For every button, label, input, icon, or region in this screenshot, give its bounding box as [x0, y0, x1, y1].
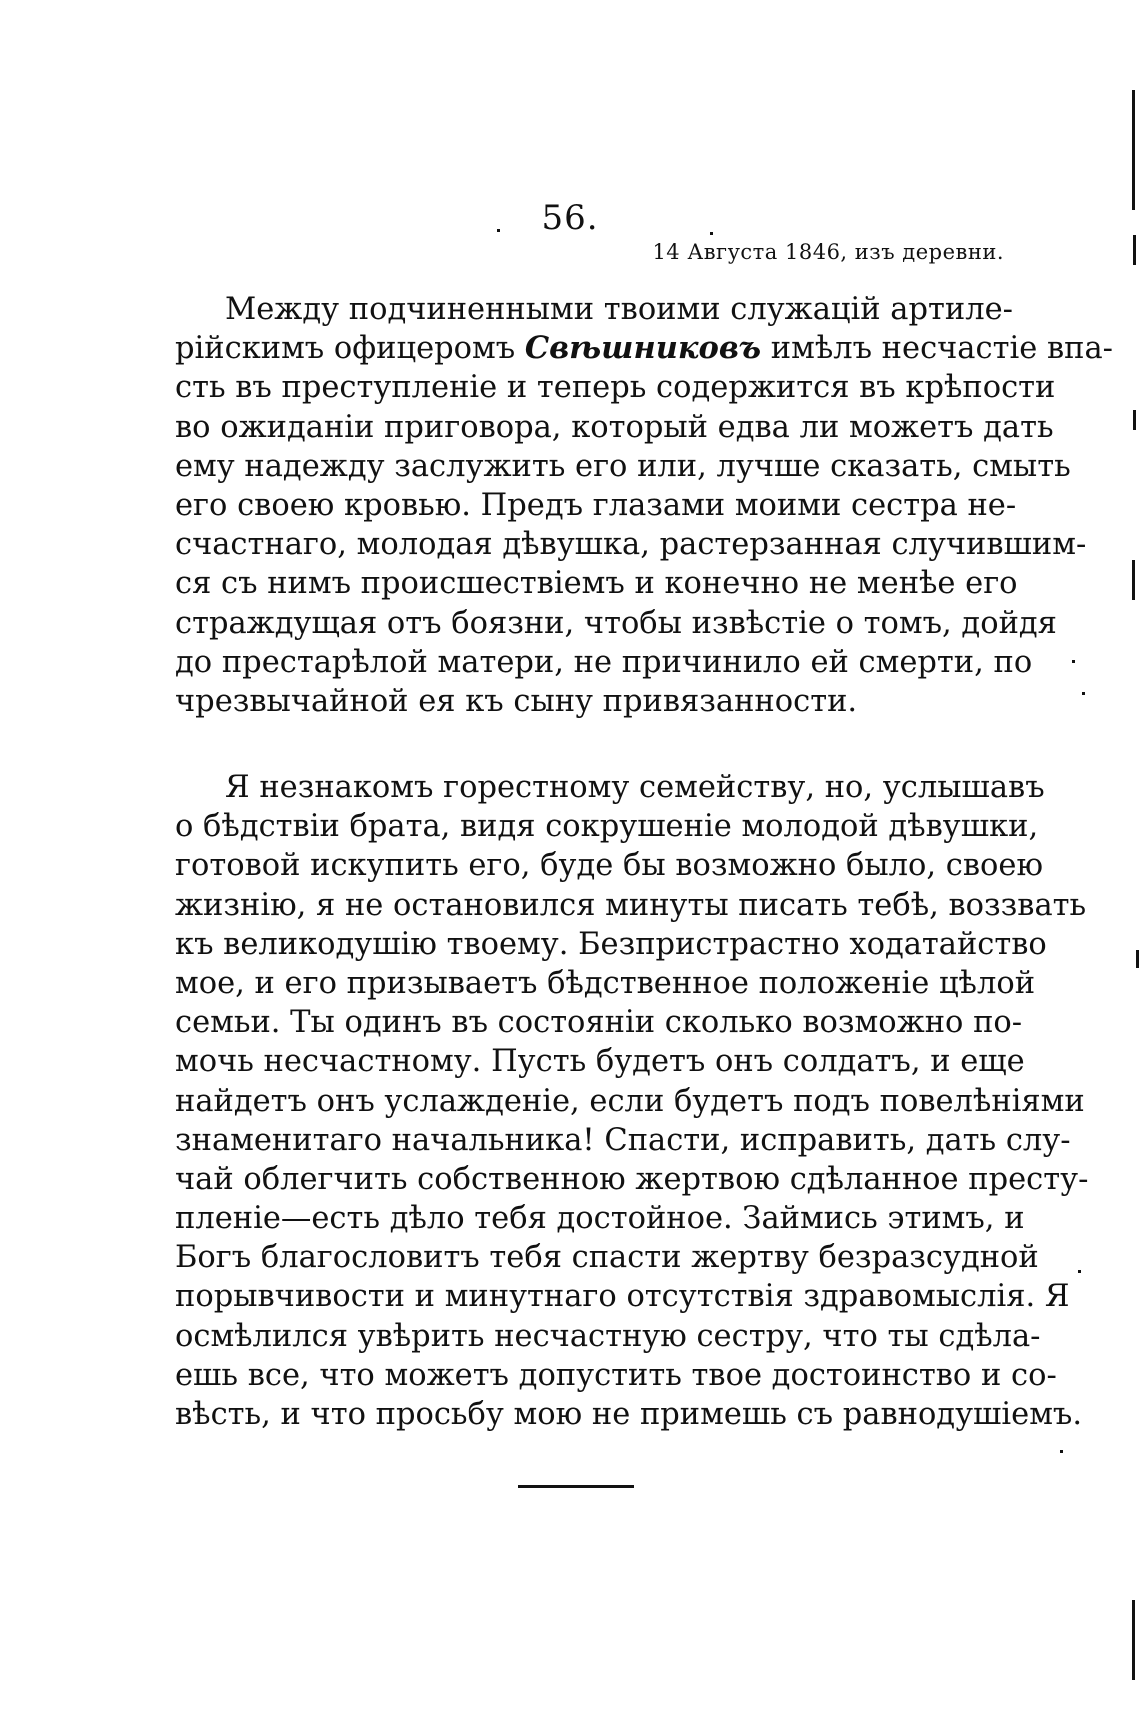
- scan-speck: [1060, 1450, 1063, 1453]
- text-line: знаменитаго начальника! Спасти, исправить, дать слу-: [175, 1122, 1071, 1158]
- text-line: до престарѣлой матери, не причинило ей смерти, по: [175, 644, 1033, 680]
- text-line: ему надежду заслужить его или, лучше сказать, смыть: [175, 448, 1071, 484]
- text-line: страждущая отъ боязни, чтобы извѣстіе о томъ, дойдя: [175, 605, 1057, 641]
- text-line: во ожиданіи приговора, который едва ли можетъ дать: [175, 409, 1054, 445]
- text-line: жизнію, я не остановился минуты писать тебѣ, воззвать: [175, 887, 1087, 923]
- text-line: чрезвычайной ея къ сыну привязанности.: [175, 683, 858, 719]
- paragraph-2: [175, 768, 1089, 1434]
- text-line: ешь все, что можетъ допустить твое достоинство и со-: [175, 1357, 1057, 1393]
- text-line: порывчивости и минутнаго отсутствія здравомыслія. Я: [175, 1279, 1070, 1315]
- text-line: сть въ преступленіе и теперь содержится въ крѣпости: [175, 370, 1056, 406]
- person-name: Свѣшниковъ: [524, 330, 762, 367]
- text-line: семьи. Ты одинъ въ состояніи сколько возможно по-: [175, 1005, 1023, 1041]
- closing-rule: [518, 1485, 634, 1488]
- text-line: мое, и его призываетъ бѣдственное положеніе цѣлой: [175, 965, 1036, 1001]
- text-line: Между подчиненными твоими служацій артиле-: [225, 292, 1013, 327]
- scan-speck: [1078, 1270, 1081, 1273]
- scan-edge-mark: [1132, 90, 1135, 210]
- text-line: готовой искупить его, буде бы возможно было, своею: [175, 848, 1044, 884]
- paragraph-1: [175, 290, 1113, 721]
- scan-speck: [1072, 660, 1075, 663]
- text-line: осмѣлился увѣрить несчастную сестру, что ты сдѣла-: [175, 1318, 1041, 1354]
- scan-speck: [497, 229, 500, 232]
- letter-number: 56.: [541, 198, 599, 238]
- scan-edge-mark: [1132, 560, 1135, 600]
- text-line: вѣсть, и что просьбу мою не примешь съ равнодушіемъ.: [175, 1397, 1083, 1432]
- text-line: мочь несчастному. Пусть будетъ онъ солдатъ, и еще: [175, 1044, 1025, 1080]
- text-line: Богъ благословитъ тебя спасти жертву безразсудной: [175, 1240, 1039, 1276]
- scan-edge-mark: [1136, 950, 1139, 968]
- text-line: Я незнакомъ горестному семейству, но, услышавъ: [225, 770, 1045, 805]
- scan-edge-mark: [1132, 1600, 1135, 1680]
- letter-dateline: 14 Августа 1846, изъ деревни.: [652, 240, 1004, 264]
- text-line: найдетъ онъ услажденіе, если будетъ подъ повелѣніями: [175, 1083, 1085, 1119]
- text-line: къ великодушію твоему. Безпристрастно ходатайство: [175, 926, 1047, 962]
- text-line: чай облегчить собственною жертвою сдѣланное престу-: [175, 1161, 1089, 1197]
- text-line: ся съ нимъ происшествіемъ и конечно не менѣе его: [175, 566, 1018, 602]
- text-line: его своею кровью. Предъ глазами моими сестра не-: [175, 487, 1017, 523]
- scan-edge-mark: [1133, 410, 1136, 430]
- text-line: о бѣдствіи брата, видя сокрушеніе молодой дѣвушки,: [175, 809, 1039, 845]
- text-line: рійскимъ офицеромъ Свѣшниковъ имѣлъ несчастіе впа-: [175, 330, 1113, 367]
- scan-speck: [710, 232, 713, 235]
- text-line: пленіе—есть дѣло тебя достойное. Займись этимъ, и: [175, 1201, 1025, 1237]
- scan-speck: [1082, 692, 1085, 695]
- scan-edge-mark: [1133, 235, 1136, 265]
- text-line: счастнаго, молодая дѣвушка, растерзанная случившим-: [175, 527, 1087, 563]
